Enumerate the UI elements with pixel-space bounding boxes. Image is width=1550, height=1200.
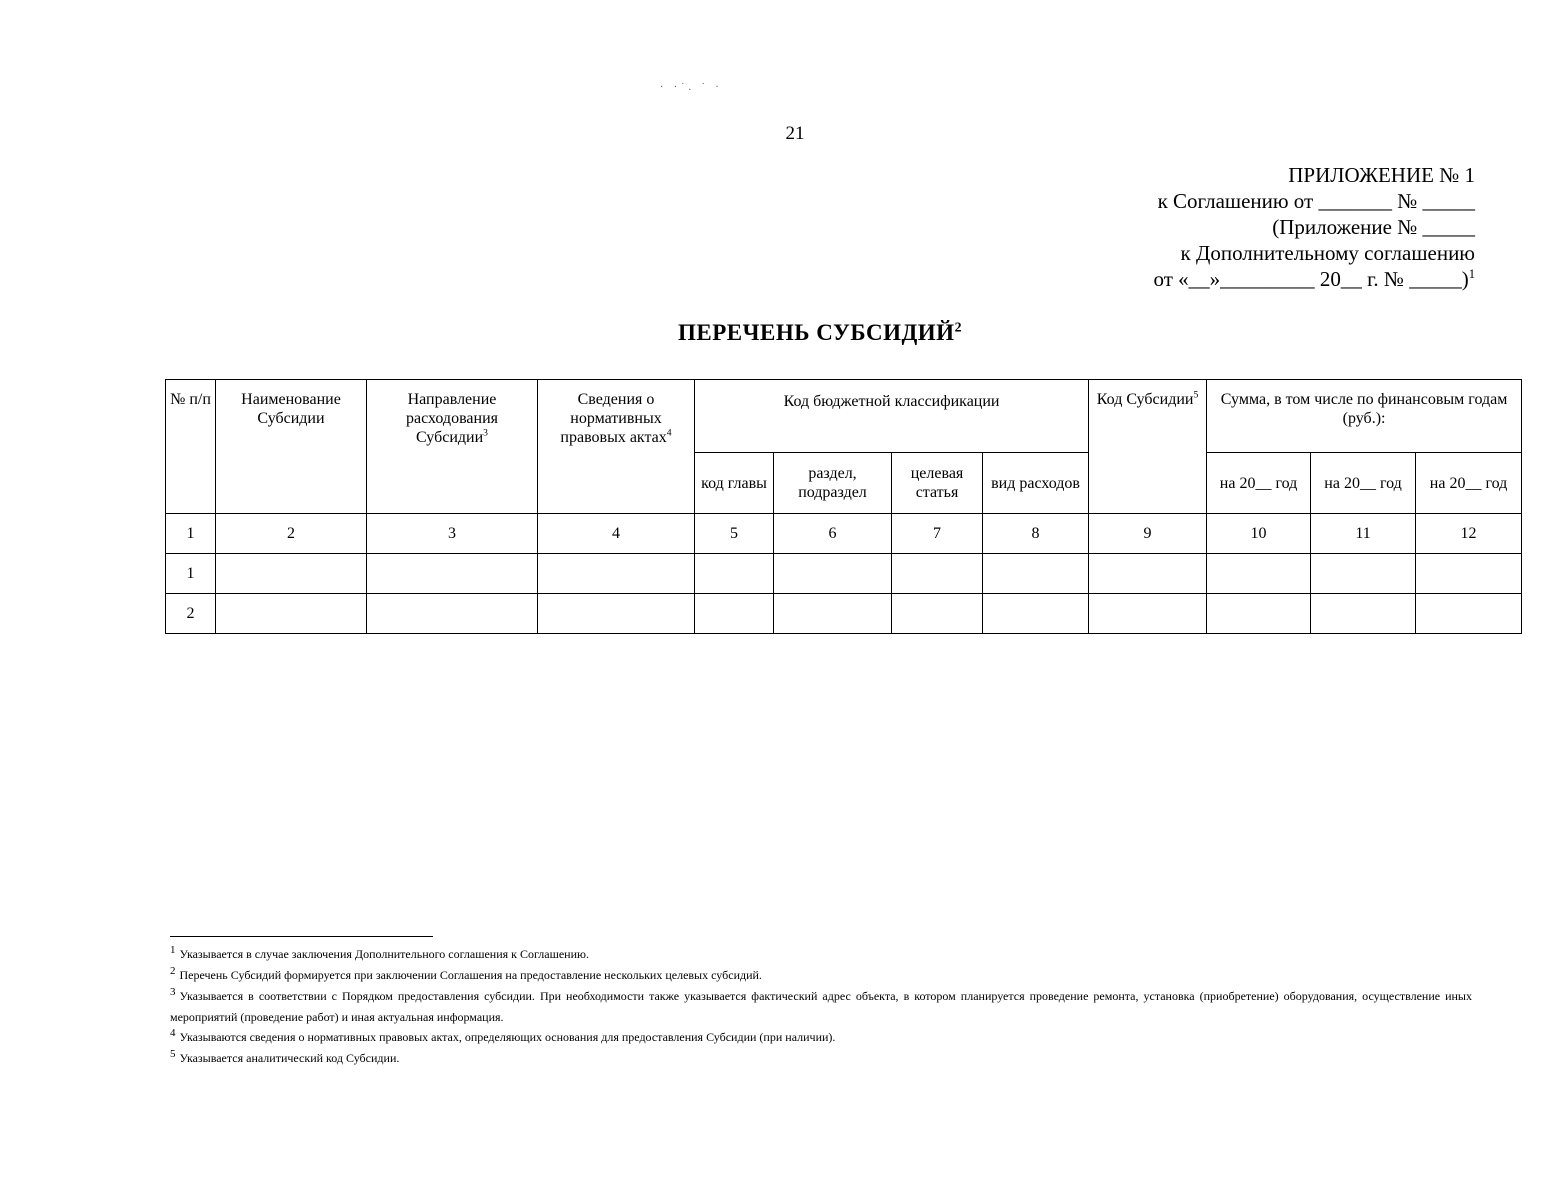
table-cell xyxy=(774,594,892,634)
column-number: 2 xyxy=(216,514,367,554)
table-cell xyxy=(1207,594,1311,634)
footnote-text: Перечень Субсидий формируется при заключении Соглашения на предоставление нескольких целевых субсидий. xyxy=(179,968,762,982)
table-cell xyxy=(1416,594,1522,634)
header-acts: Сведения о нормативных правовых актах$^4$ xyxy=(538,380,695,514)
footnote-separator xyxy=(170,936,433,937)
table-cell xyxy=(695,554,774,594)
header-row xyxy=(166,380,1522,453)
appendix-block xyxy=(1154,162,1475,292)
footnote-text: Указываются сведения о нормативных правовых актах, определяющих основания для предоставления Субсидии (при наличии). xyxy=(179,1030,836,1044)
header-target-item: целевая статья xyxy=(892,453,983,514)
header-year-1: на 20__ год xyxy=(1207,453,1311,514)
table-cell xyxy=(695,594,774,634)
table-cell xyxy=(892,554,983,594)
column-number: 4 xyxy=(538,514,695,554)
table-cell xyxy=(216,594,367,634)
appendix-agreement-ref: к Соглашению от _______ № _____ xyxy=(1157,189,1475,213)
table-cell xyxy=(367,594,538,634)
header-chapter-code: код главы xyxy=(695,453,774,514)
column-number: 9 xyxy=(1089,514,1207,554)
header-sum: Сумма, в том числе по финансовым годам (руб.): xyxy=(1207,380,1522,453)
footnote-mark: 2 xyxy=(170,965,176,977)
table-cell xyxy=(216,554,367,594)
page-number: 21 xyxy=(785,123,805,144)
header-subsidy-code: Код Субсидии$^5$ xyxy=(1089,380,1207,514)
appendix-title: ПРИЛОЖЕНИЕ № 1 xyxy=(1288,163,1475,187)
footnote-mark: 4 xyxy=(666,427,672,439)
header-direction: Направление расходования Субсидии$^3$ xyxy=(367,380,538,514)
table-cell xyxy=(538,554,695,594)
header-name: Наименование Субсидии xyxy=(216,380,367,514)
footnote xyxy=(170,1027,1472,1048)
footnote-mark: 5 xyxy=(1193,389,1199,401)
table-cell xyxy=(892,594,983,634)
table-row xyxy=(166,554,1522,594)
column-number: 12 xyxy=(1416,514,1522,554)
appendix-date-line: от «__»_________ 20__ г. № _____)$^1$ xyxy=(1153,267,1475,291)
table-cell xyxy=(1089,554,1207,594)
appendix-annex-ref: (Приложение № _____ xyxy=(1272,215,1475,239)
footnote-mark: 1 xyxy=(170,944,176,956)
table-cell xyxy=(538,594,695,634)
table-cell xyxy=(983,554,1089,594)
header-expense-type: вид расходов xyxy=(983,453,1089,514)
footnote xyxy=(170,1048,1472,1069)
header-year-2: на 20__ год xyxy=(1311,453,1416,514)
footnote-mark: 5 xyxy=(170,1048,176,1060)
footnote-text: Указывается в случае заключения Дополнительного соглашения к Соглашению. xyxy=(179,947,589,961)
footnote-mark: 3 xyxy=(483,427,488,439)
footnote xyxy=(170,965,1472,986)
footnote-mark: 1 xyxy=(1468,267,1475,281)
table-cell xyxy=(983,594,1089,634)
footnote-mark: 4 xyxy=(170,1027,176,1039)
column-number: 7 xyxy=(892,514,983,554)
table-cell xyxy=(1311,554,1416,594)
table-cell xyxy=(1311,594,1416,634)
table-cell xyxy=(1416,554,1522,594)
header-section: раздел, подраздел xyxy=(774,453,892,514)
table-cell xyxy=(774,554,892,594)
footnote xyxy=(170,944,1472,965)
appendix-supplementary-ref: к Дополнительному соглашению xyxy=(1180,241,1475,265)
footnote-mark: 2 xyxy=(954,319,962,335)
table-row xyxy=(166,594,1522,634)
column-numbers-row xyxy=(166,514,1522,554)
footnote-text: Указывается аналитический код Субсидии. xyxy=(179,1051,400,1065)
table-cell xyxy=(1089,594,1207,634)
column-number: 1 xyxy=(166,514,216,554)
row-number: 1 xyxy=(166,554,216,594)
document-title: ПЕРЕЧЕНЬ СУБСИДИЙ$^2$ xyxy=(678,319,962,345)
header-num: № п/п xyxy=(166,380,216,514)
column-number: 10 xyxy=(1207,514,1311,554)
footnote xyxy=(170,986,1472,1027)
column-number: 3 xyxy=(367,514,538,554)
header-year-3: на 20__ год xyxy=(1416,453,1522,514)
column-number: 8 xyxy=(983,514,1089,554)
table-cell xyxy=(367,554,538,594)
footnotes xyxy=(170,944,1472,1069)
footnote-mark: 3 xyxy=(170,986,176,998)
header-bkk: Код бюджетной классификации xyxy=(695,380,1089,453)
column-number: 5 xyxy=(695,514,774,554)
column-number: 11 xyxy=(1311,514,1416,554)
column-number: 6 xyxy=(774,514,892,554)
scan-specks: · ·˙. ˙ · xyxy=(660,82,723,93)
row-number: 2 xyxy=(166,594,216,634)
footnote-text: Указывается в соответствии с Порядком предоставления субсидии. При необходимости также указывается фактический адрес объекта, в котором планируется проведение ремонта, установка (приобретение) оборудования, осуществление иных мероприятий (проведение работ) и иная актуальная информация. xyxy=(170,989,1472,1024)
table-cell xyxy=(1207,554,1311,594)
subsidy-table xyxy=(165,379,1522,634)
